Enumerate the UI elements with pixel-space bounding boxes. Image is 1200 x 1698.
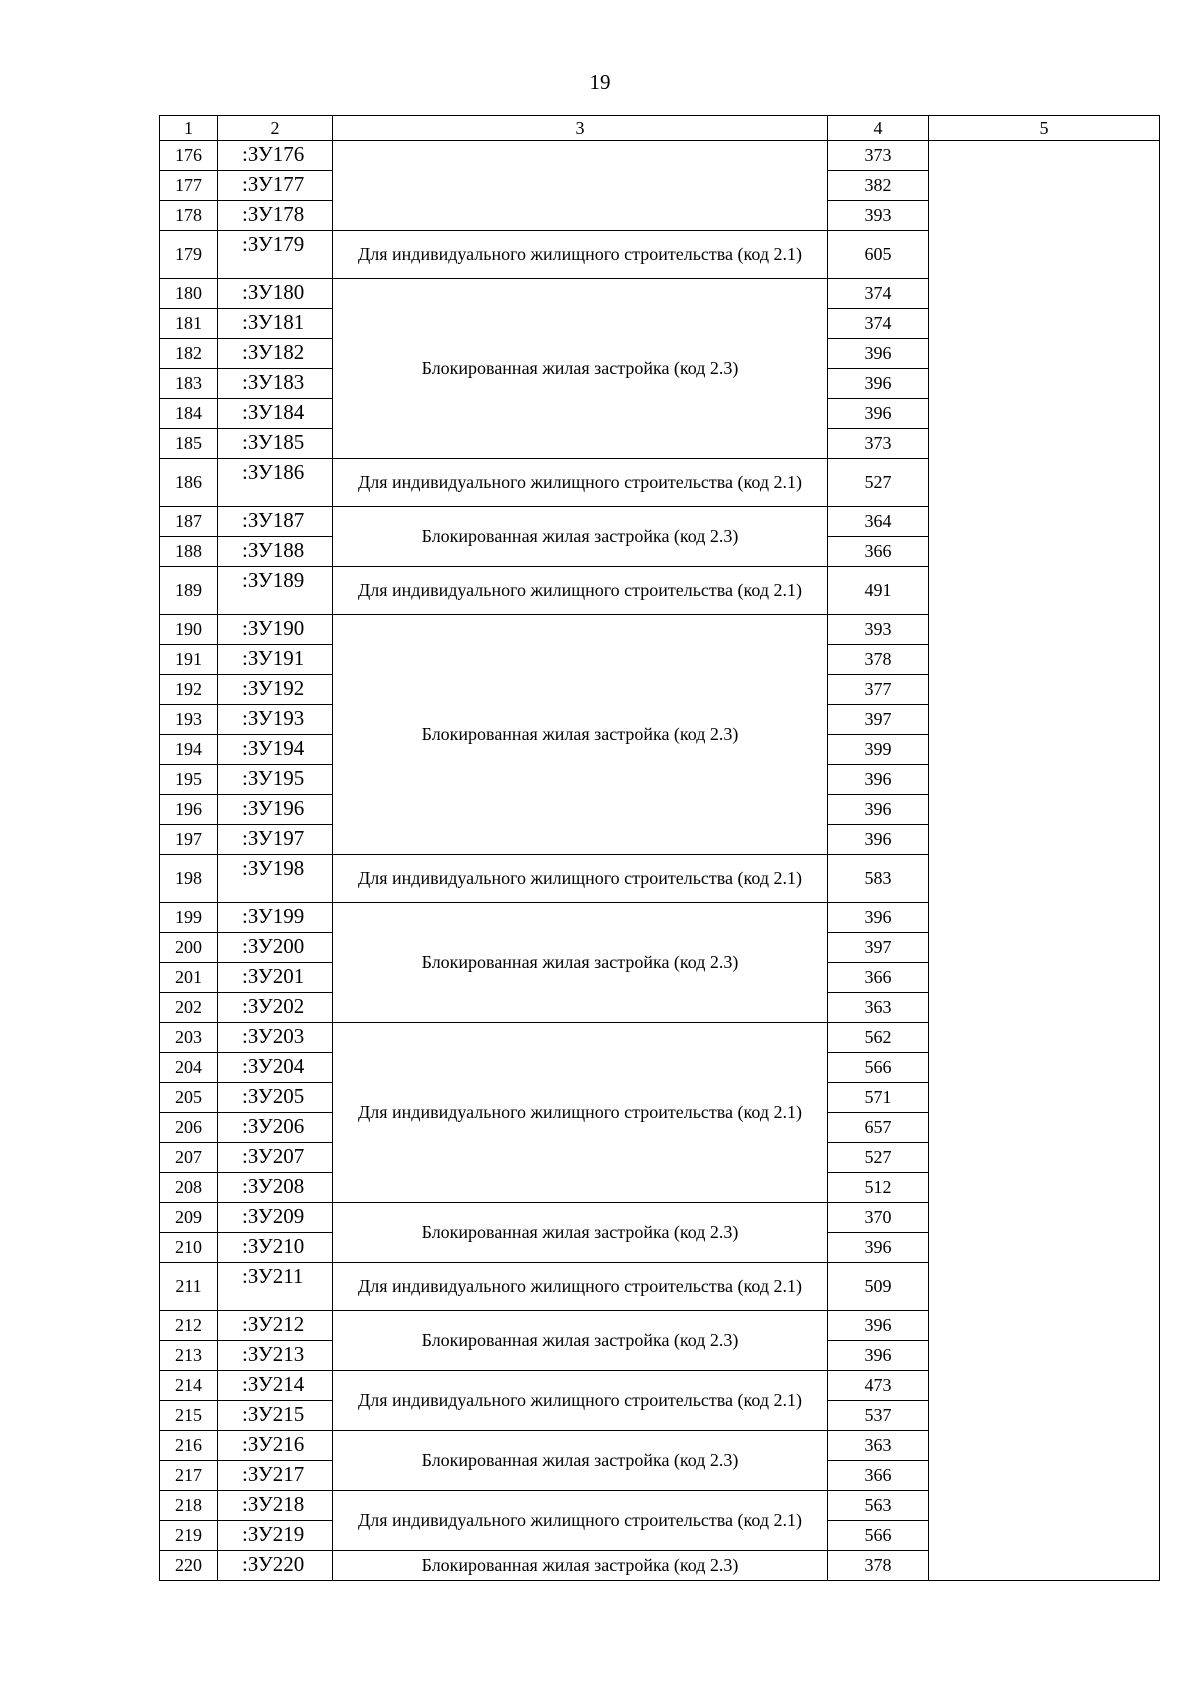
- row-number-cell: 186: [160, 459, 218, 507]
- row-number-cell: 182: [160, 339, 218, 369]
- area-cell: 363: [828, 1431, 929, 1461]
- area-cell: 374: [828, 309, 929, 339]
- permitted-use-cell: Блокированная жилая застройка (код 2.3): [333, 903, 828, 1023]
- row-number-cell: 220: [160, 1551, 218, 1581]
- area-cell: 397: [828, 933, 929, 963]
- plot-id-cell: :ЗУ205: [218, 1083, 333, 1113]
- plot-id-cell: :ЗУ193: [218, 705, 333, 735]
- row-number-cell: 176: [160, 141, 218, 171]
- area-cell: 527: [828, 459, 929, 507]
- page-number: 19: [589, 70, 611, 94]
- plot-id-cell: :ЗУ185: [218, 429, 333, 459]
- plot-id-cell: :ЗУ182: [218, 339, 333, 369]
- row-number-cell: 180: [160, 279, 218, 309]
- plot-id-cell: :ЗУ177: [218, 171, 333, 201]
- area-cell: 366: [828, 963, 929, 993]
- area-cell: 378: [828, 1551, 929, 1581]
- area-cell: 491: [828, 567, 929, 615]
- area-cell: 396: [828, 1311, 929, 1341]
- area-cell: 363: [828, 993, 929, 1023]
- area-cell: 393: [828, 615, 929, 645]
- row-number-cell: 203: [160, 1023, 218, 1053]
- area-cell: 396: [828, 369, 929, 399]
- row-number-cell: 213: [160, 1341, 218, 1371]
- area-cell: 396: [828, 1341, 929, 1371]
- permitted-use-cell: Для индивидуального жилищного строительства (код 2.1): [333, 855, 828, 903]
- area-cell: 378: [828, 645, 929, 675]
- plot-id-cell: :ЗУ199: [218, 903, 333, 933]
- plot-id-cell: :ЗУ198: [218, 855, 333, 903]
- land-plot-table: [159, 115, 1160, 1581]
- plot-id-cell: :ЗУ180: [218, 279, 333, 309]
- plot-id-cell: :ЗУ188: [218, 537, 333, 567]
- plot-id-cell: :ЗУ202: [218, 993, 333, 1023]
- permitted-use-cell: Блокированная жилая застройка (код 2.3): [333, 1311, 828, 1371]
- area-cell: 377: [828, 675, 929, 705]
- area-cell: 512: [828, 1173, 929, 1203]
- row-number-cell: 187: [160, 507, 218, 537]
- plot-id-cell: :ЗУ219: [218, 1521, 333, 1551]
- row-number-cell: 217: [160, 1461, 218, 1491]
- column-header-4: 4: [828, 116, 929, 141]
- row-number-cell: 192: [160, 675, 218, 705]
- area-cell: 366: [828, 1461, 929, 1491]
- plot-id-cell: :ЗУ204: [218, 1053, 333, 1083]
- row-number-cell: 216: [160, 1431, 218, 1461]
- area-cell: 605: [828, 231, 929, 279]
- row-number-cell: 200: [160, 933, 218, 963]
- row-number-cell: 196: [160, 795, 218, 825]
- permitted-use-cell: Для индивидуального жилищного строительства (код 2.1): [333, 567, 828, 615]
- column-header-5: 5: [929, 116, 1160, 141]
- row-number-cell: 194: [160, 735, 218, 765]
- area-cell: 563: [828, 1491, 929, 1521]
- permitted-use-cell: Блокированная жилая застройка (код 2.3): [333, 1551, 828, 1581]
- plot-id-cell: :ЗУ220: [218, 1551, 333, 1581]
- plot-id-cell: :ЗУ213: [218, 1341, 333, 1371]
- plot-id-cell: :ЗУ192: [218, 675, 333, 705]
- area-cell: 396: [828, 795, 929, 825]
- area-cell: 527: [828, 1143, 929, 1173]
- permitted-use-cell: Блокированная жилая застройка (код 2.3): [333, 507, 828, 567]
- row-number-cell: 198: [160, 855, 218, 903]
- area-cell: 373: [828, 429, 929, 459]
- plot-id-cell: :ЗУ186: [218, 459, 333, 507]
- plot-id-cell: :ЗУ200: [218, 933, 333, 963]
- column-header-1: 1: [160, 116, 218, 141]
- area-cell: 583: [828, 855, 929, 903]
- plot-id-cell: :ЗУ218: [218, 1491, 333, 1521]
- plot-id-cell: :ЗУ206: [218, 1113, 333, 1143]
- plot-id-cell: :ЗУ210: [218, 1233, 333, 1263]
- area-cell: 396: [828, 765, 929, 795]
- plot-id-cell: :ЗУ187: [218, 507, 333, 537]
- plot-id-cell: :ЗУ214: [218, 1371, 333, 1401]
- area-cell: 374: [828, 279, 929, 309]
- column-header-3: 3: [333, 116, 828, 141]
- plot-id-cell: :ЗУ184: [218, 399, 333, 429]
- row-number-cell: 179: [160, 231, 218, 279]
- plot-id-cell: :ЗУ183: [218, 369, 333, 399]
- plot-id-cell: :ЗУ194: [218, 735, 333, 765]
- row-number-cell: 212: [160, 1311, 218, 1341]
- plot-id-cell: :ЗУ196: [218, 795, 333, 825]
- row-number-cell: 208: [160, 1173, 218, 1203]
- row-number-cell: 204: [160, 1053, 218, 1083]
- area-cell: 566: [828, 1521, 929, 1551]
- permitted-use-cell: [333, 141, 828, 231]
- area-cell: 399: [828, 735, 929, 765]
- permitted-use-cell: Для индивидуального жилищного строительства (код 2.1): [333, 231, 828, 279]
- area-cell: 537: [828, 1401, 929, 1431]
- row-number-cell: 188: [160, 537, 218, 567]
- area-cell: 393: [828, 201, 929, 231]
- area-cell: 382: [828, 171, 929, 201]
- plot-id-cell: :ЗУ190: [218, 615, 333, 645]
- permitted-use-cell: Блокированная жилая застройка (код 2.3): [333, 1431, 828, 1491]
- permitted-use-cell: Для индивидуального жилищного строительства (код 2.1): [333, 459, 828, 507]
- row-number-cell: 184: [160, 399, 218, 429]
- plot-id-cell: :ЗУ189: [218, 567, 333, 615]
- row-number-cell: 199: [160, 903, 218, 933]
- row-number-cell: 185: [160, 429, 218, 459]
- area-cell: 397: [828, 705, 929, 735]
- row-number-cell: 177: [160, 171, 218, 201]
- row-number-cell: 183: [160, 369, 218, 399]
- row-number-cell: 210: [160, 1233, 218, 1263]
- plot-id-cell: :ЗУ203: [218, 1023, 333, 1053]
- area-cell: 370: [828, 1203, 929, 1233]
- permitted-use-cell: Для индивидуального жилищного строительства (код 2.1): [333, 1491, 828, 1551]
- plot-id-cell: :ЗУ197: [218, 825, 333, 855]
- row-number-cell: 206: [160, 1113, 218, 1143]
- header-row: [160, 116, 1160, 141]
- row-number-cell: 214: [160, 1371, 218, 1401]
- area-cell: 364: [828, 507, 929, 537]
- area-cell: 366: [828, 537, 929, 567]
- plot-id-cell: :ЗУ217: [218, 1461, 333, 1491]
- row-number-cell: 197: [160, 825, 218, 855]
- row-number-cell: 193: [160, 705, 218, 735]
- notes-cell: [929, 141, 1160, 1581]
- row-number-cell: 201: [160, 963, 218, 993]
- row-number-cell: 218: [160, 1491, 218, 1521]
- area-cell: 373: [828, 141, 929, 171]
- row-number-cell: 209: [160, 1203, 218, 1233]
- row-number-cell: 178: [160, 201, 218, 231]
- area-cell: 566: [828, 1053, 929, 1083]
- area-cell: 396: [828, 903, 929, 933]
- row-number-cell: 211: [160, 1263, 218, 1311]
- area-cell: 562: [828, 1023, 929, 1053]
- row-number-cell: 190: [160, 615, 218, 645]
- plot-id-cell: :ЗУ208: [218, 1173, 333, 1203]
- plot-id-cell: :ЗУ191: [218, 645, 333, 675]
- plot-id-cell: :ЗУ211: [218, 1263, 333, 1311]
- row-number-cell: 205: [160, 1083, 218, 1113]
- plot-id-cell: :ЗУ212: [218, 1311, 333, 1341]
- permitted-use-cell: Блокированная жилая застройка (код 2.3): [333, 1203, 828, 1263]
- plot-id-cell: :ЗУ181: [218, 309, 333, 339]
- area-cell: 473: [828, 1371, 929, 1401]
- permitted-use-cell: Для индивидуального жилищного строительства (код 2.1): [333, 1023, 828, 1203]
- plot-id-cell: :ЗУ195: [218, 765, 333, 795]
- area-cell: 657: [828, 1113, 929, 1143]
- plot-id-cell: :ЗУ215: [218, 1401, 333, 1431]
- plot-id-cell: :ЗУ216: [218, 1431, 333, 1461]
- table-body: [160, 116, 1160, 1581]
- area-cell: 396: [828, 399, 929, 429]
- plot-id-cell: :ЗУ178: [218, 201, 333, 231]
- permitted-use-cell: Для индивидуального жилищного строительства (код 2.1): [333, 1371, 828, 1431]
- permitted-use-cell: Для индивидуального жилищного строительства (код 2.1): [333, 1263, 828, 1311]
- plot-id-cell: :ЗУ201: [218, 963, 333, 993]
- row-number-cell: 202: [160, 993, 218, 1023]
- column-header-2: 2: [218, 116, 333, 141]
- table-row: [160, 141, 1160, 171]
- row-number-cell: 207: [160, 1143, 218, 1173]
- plot-id-cell: :ЗУ176: [218, 141, 333, 171]
- plot-id-cell: :ЗУ207: [218, 1143, 333, 1173]
- permitted-use-cell: Блокированная жилая застройка (код 2.3): [333, 279, 828, 459]
- area-cell: 396: [828, 1233, 929, 1263]
- row-number-cell: 181: [160, 309, 218, 339]
- permitted-use-cell: Блокированная жилая застройка (код 2.3): [333, 615, 828, 855]
- area-cell: 396: [828, 339, 929, 369]
- area-cell: 571: [828, 1083, 929, 1113]
- row-number-cell: 219: [160, 1521, 218, 1551]
- row-number-cell: 191: [160, 645, 218, 675]
- plot-id-cell: :ЗУ209: [218, 1203, 333, 1233]
- area-cell: 509: [828, 1263, 929, 1311]
- row-number-cell: 189: [160, 567, 218, 615]
- row-number-cell: 195: [160, 765, 218, 795]
- plot-id-cell: :ЗУ179: [218, 231, 333, 279]
- area-cell: 396: [828, 825, 929, 855]
- row-number-cell: 215: [160, 1401, 218, 1431]
